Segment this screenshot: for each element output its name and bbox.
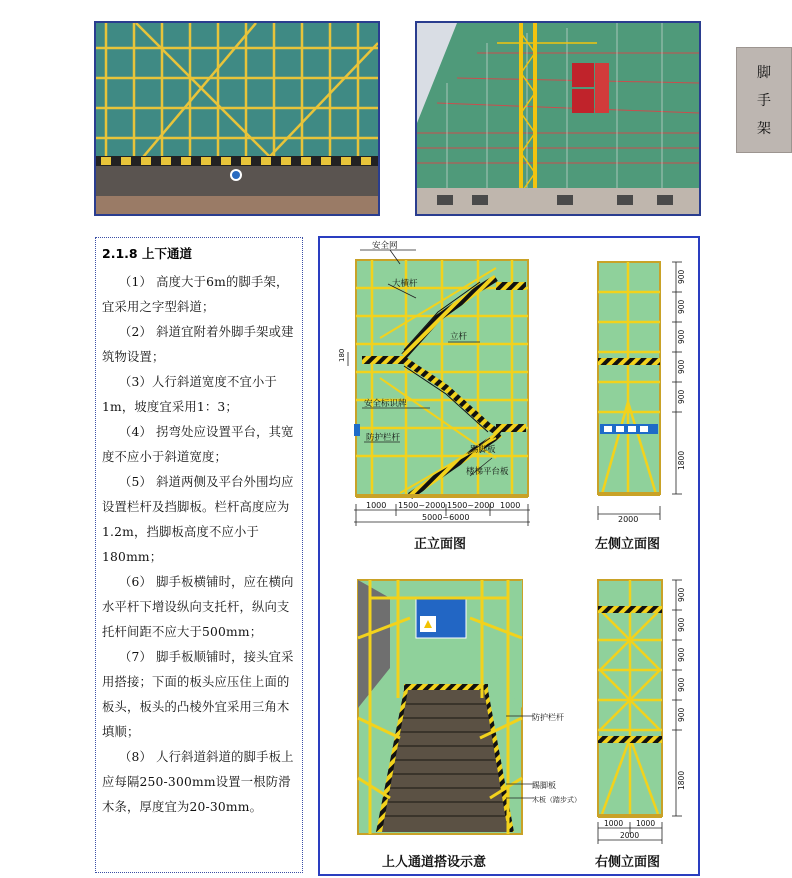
right-dim-v4: 900 — [677, 677, 686, 692]
right-dim-v2: 900 — [677, 617, 686, 632]
scaffold-photo-right-image — [417, 23, 699, 214]
right-dim-v6: 1800 — [677, 770, 686, 790]
left-dim-v4: 900 — [677, 359, 686, 374]
caption-front-elevation: 正立面图 — [414, 537, 467, 552]
chapter-tab-char-3: 架 — [757, 121, 771, 137]
left-dim-v5: 900 — [677, 389, 686, 404]
paragraph-1: （1） 高度大于6m的脚手架，宜采用之字型斜道； — [102, 275, 289, 314]
section-title: 2.1.8 上下通道 — [102, 246, 192, 261]
paragraph-5: （5） 斜道两侧及平台外围均应设置栏杆及挡脚板。栏杆高度应为1.2m，挡脚板高度不应小于180mm； — [102, 475, 294, 564]
access-passage-drawing — [358, 580, 534, 834]
left-dim-v1: 900 — [677, 269, 686, 284]
front-elevation-drawing — [354, 250, 528, 498]
paragraph-2: （2） 斜道宜附着外脚手架或建筑物设置； — [102, 325, 294, 364]
scaffold-photo-right — [415, 21, 701, 216]
diagram-canvas — [320, 238, 698, 874]
right-dim-v3: 900 — [677, 647, 686, 662]
scaffold-photo-left-image — [96, 23, 378, 214]
right-dim-bottom-2: 1000 — [636, 819, 656, 828]
right-dim-v1: 900 — [677, 587, 686, 602]
left-side-elevation-drawing — [598, 262, 682, 520]
caption-left-side: 左侧立面图 — [595, 537, 661, 552]
label-sign: 安全标识牌 — [364, 399, 407, 409]
right-dim-v5: 900 — [677, 707, 686, 722]
section-text-box — [95, 237, 303, 873]
front-dim-1: 1000 — [366, 501, 387, 510]
label-left-dim: 180 — [338, 348, 346, 362]
right-dim-bottom-1: 1000 — [604, 819, 624, 828]
chapter-tab-char-1: 脚 — [757, 65, 771, 81]
label-big-crossbar: 大横杆 — [392, 279, 418, 289]
diagram-frame — [318, 236, 700, 876]
left-dim-v2: 900 — [677, 299, 686, 314]
right-dim-total: 2000 — [620, 831, 640, 840]
caption-right-side: 右侧立面图 — [595, 855, 661, 870]
paragraph-8: （8） 人行斜道斜道的脚手板上应每隔250-300mm设置一根防滑木条，厚度宜为20-30mm。 — [102, 750, 294, 814]
paragraph-6: （6） 脚手板横铺时，应在横向水平杆下增设纵向支托杆，纵向支托杆间距不应大于500mm； — [102, 575, 294, 639]
label-safety-net: 安全网 — [372, 241, 398, 251]
scaffold-photo-left — [94, 21, 380, 216]
label-guardrail-front: 防护栏杆 — [366, 433, 401, 443]
label-guardrail-access: 防护栏杆 — [532, 713, 564, 722]
label-toeboard-front: 踢脚板 — [470, 445, 496, 455]
paragraph-3: （3）人行斜道宽度不宜小于1m，坡度宜采用1：3； — [102, 375, 277, 414]
right-side-elevation-drawing — [598, 580, 682, 844]
paragraph-7: （7） 脚手板顺铺时，接头宜采用搭接；下面的板头应压住上面的板头，板头的凸棱外宜采用三角木填顺； — [102, 650, 294, 739]
paragraph-4: （4） 拐弯处应设置平台，其宽度不应小于斜道宽度； — [102, 425, 294, 464]
label-toeboard-access: 踢脚板 — [532, 781, 556, 790]
left-dim-v3: 900 — [677, 329, 686, 344]
front-dim-3: 1500~2000 — [447, 501, 495, 510]
chapter-tab-char-2: 手 — [757, 93, 771, 109]
caption-access: 上人通道搭设示意 — [382, 855, 487, 870]
label-upright: 立杆 — [450, 332, 468, 342]
label-board-access: 木板（踏步式） — [532, 796, 581, 804]
front-dim-2: 1500~2000 — [398, 501, 446, 510]
left-dim-bottom: 2000 — [618, 515, 639, 524]
left-dim-v6: 1800 — [677, 450, 686, 470]
front-dim-total: 5000~6000 — [422, 513, 470, 522]
chapter-tab — [736, 47, 792, 153]
label-stair-board: 楼梯平台板 — [466, 467, 509, 477]
front-dim-4: 1000 — [500, 501, 521, 510]
